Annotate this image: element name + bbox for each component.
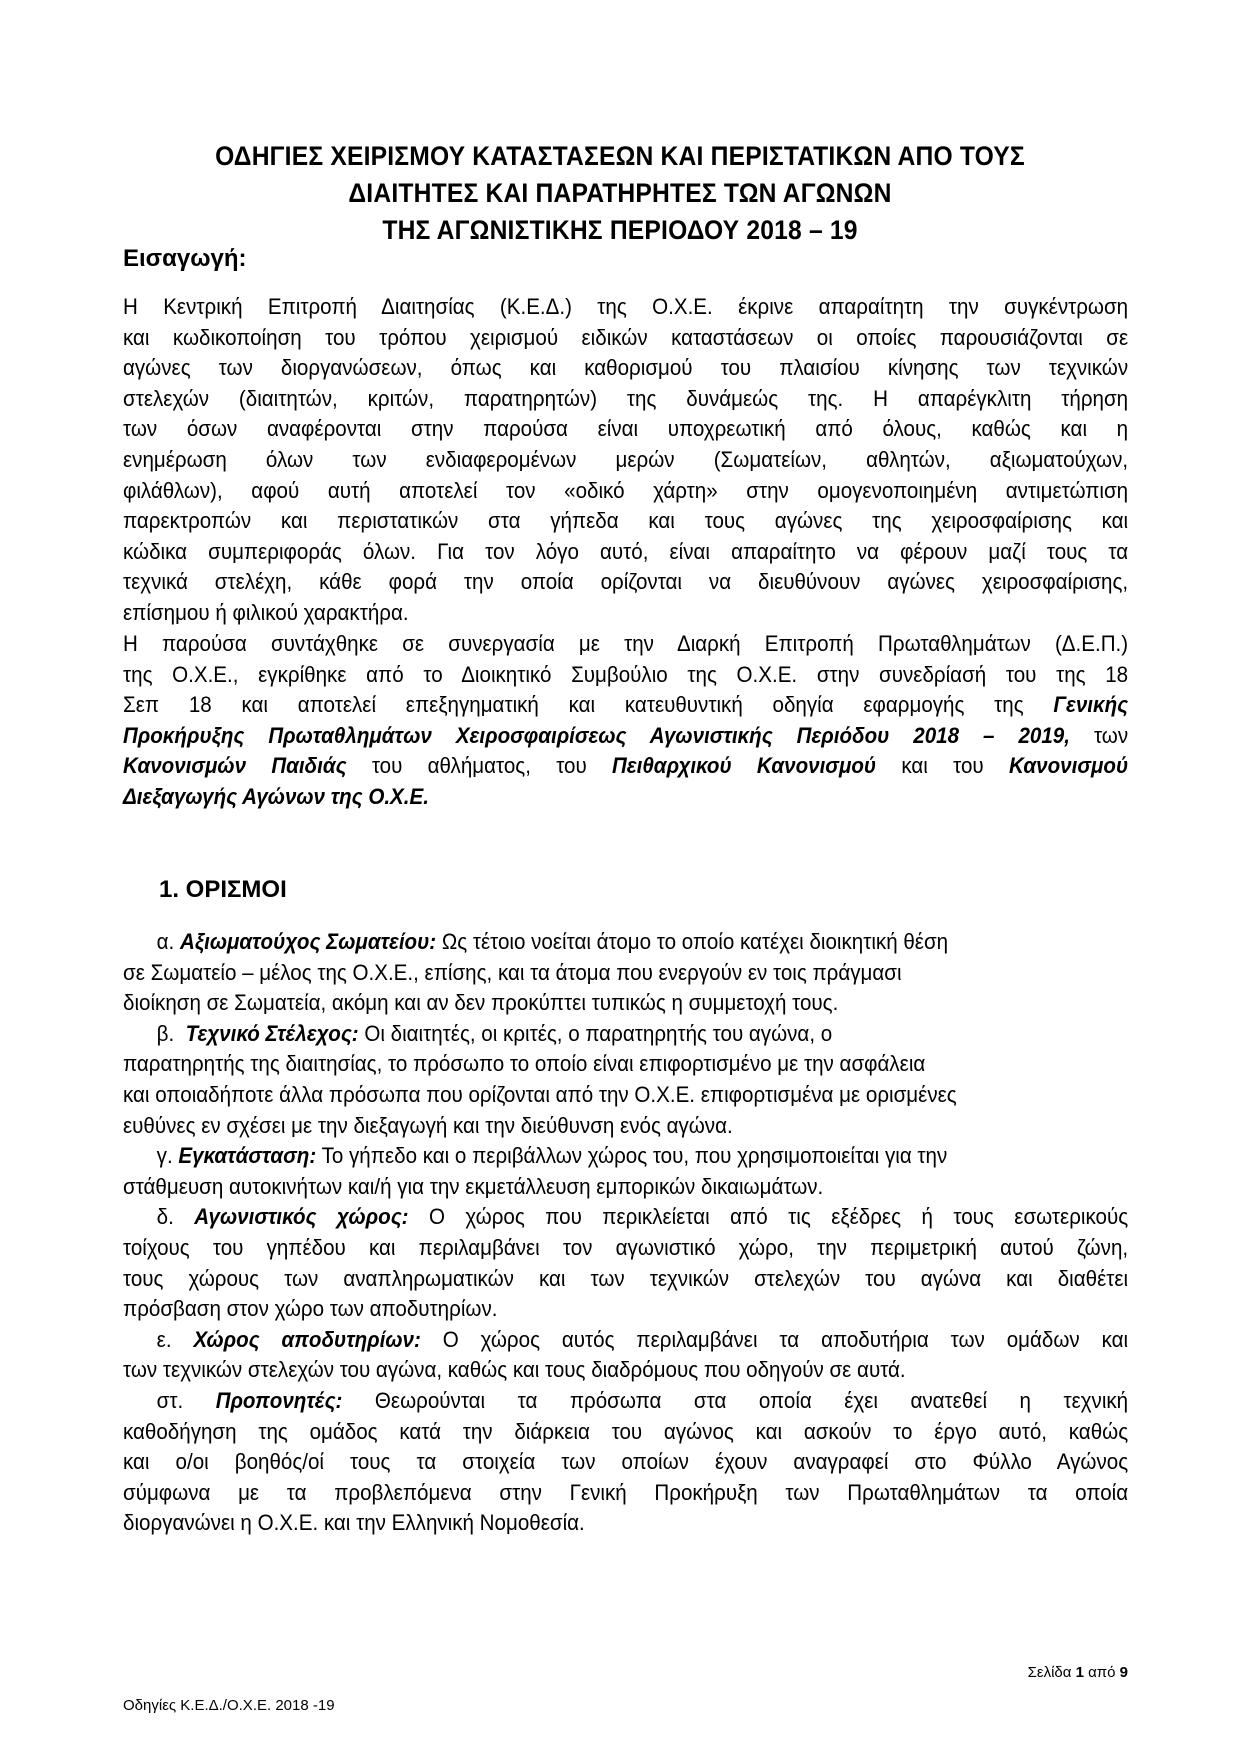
definition-marker: β. (156, 1020, 175, 1046)
text-run: Ως τέτοιο νοείται άτομο το οποίο κατέχει διοικητική θέση (436, 929, 949, 954)
text-line: τοίχους του γηπέδου και περιλαμβάνει τον αγωνιστικό χώρο, την περιμετρική αυτού ζώνη, (123, 1234, 1129, 1260)
text-run: Ο χώρος αυτός περιλαμβάνει τα αποδυτήρια των ομάδων και (420, 1326, 1129, 1352)
definition-first-line (123, 927, 1128, 958)
text-line (123, 721, 1128, 752)
text-line: ευθύνες εν σχέσει με την διεξαγωγή και την διεύθυνση ενός αγώνα. (123, 1112, 733, 1138)
definition-term: Αγωνιστικός χώρος: (194, 1204, 409, 1230)
section-1-heading: 1. ΟΡΙΣΜΟΙ (159, 876, 287, 903)
definition-marker: δ. (156, 1204, 174, 1230)
text-run: Σεπ 18 και αποτελεί επεξηγηματική και κατευθυντική οδηγία εφαρμογής της (123, 692, 1054, 718)
text-line: στελεχών (διαιτητών, κριτών, παρατηρητών) της δυνάμεώς της. Η απαρέγκλιτη τήρηση (123, 385, 1129, 411)
text-line: ενημέρωση όλων των ενδιαφερομένων μερών (Σωματείων, αθλητών, αξιωματούχων, (123, 446, 1129, 472)
title-line: ΟΔΗΓΙΕΣ ΧΕΙΡΙΣΜΟΥ ΚΑΤΑΣΤΑΣΕΩΝ ΚΑΙ ΠΕΡΙΣΤΑΤΙΚΩΝ ΑΠΟ ΤΟΥΣ (215, 141, 1025, 171)
text-line: διοργανώνει η Ο.Χ.Ε. και την Ελληνική Νομοθεσία. (123, 1510, 585, 1536)
page-current: 1 (1075, 1664, 1084, 1681)
intro-paragraph-2 (123, 629, 1128, 813)
definition-first-line (123, 1386, 1128, 1417)
text-run: και του (876, 753, 1009, 779)
text-line: καθοδήγηση της ομάδος κατά την διάρκεια του αγώνος και ασκούν το έργο αυτό, καθώς (123, 1418, 1129, 1444)
text-line: σύμφωνα με τα προβλεπόμενα στην Γενική Προκήρυξη των Πρωταθλημάτων τα οποία (123, 1479, 1129, 1505)
definition-first-line (123, 1019, 1128, 1050)
text-line: των όσων αναφέρονται στην παρούσα είναι υποχρεωτική από όλους, καθώς και η (123, 416, 1129, 442)
definition-term: Προπονητές: (215, 1387, 343, 1413)
definition-marker: ε. (156, 1326, 172, 1352)
intro-paragraph-1 (123, 292, 1128, 629)
text-line: και ο/οι βοηθός/οί τους τα στοιχεία των οποίων έχουν αναγραφεί στο Φύλλο Αγώνος (123, 1449, 1129, 1475)
text-line: και οποιαδήποτε άλλα πρόσωπα που ορίζονται από την Ο.Χ.Ε. επιφορτισμένα με ορισμένες (123, 1081, 957, 1107)
text-line: τεχνικά στελέχη, κάθε φορά την οποία ορίζονται να διευθύνουν αγώνες χειροσφαίρισης, (123, 569, 1129, 595)
text-run: των (1069, 722, 1129, 748)
text-line: της Ο.Χ.Ε., εγκρίθηκε από το Διοικητικό Συμβούλιο της Ο.Χ.Ε. στην συνεδρίασή του της 18 (123, 661, 1129, 687)
text-line: σε Σωματείο – μέλος της Ο.Χ.Ε., επίσης, και τα άτομα που ενεργούν εν τοις πράγμασι (123, 959, 902, 985)
text-line: αγώνες των διοργανώσεων, όπως και καθορισμού του πλαισίου κίνησης των τεχνικών (123, 355, 1129, 381)
text-line: πρόσβαση στον χώρο των αποδυτηρίων. (123, 1296, 498, 1322)
page-prefix: Σελίδα (1027, 1664, 1076, 1681)
text-run: Οι διαιτητές, οι κριτές, ο παρατηρητής του αγώνα, ο (358, 1020, 833, 1046)
text-line: φιλάθλων), αφού αυτή αποτελεί τον «οδικό χάρτη» στην ομογενοποιημένη αντιμετώπιση (123, 477, 1129, 503)
text-line: και κωδικοποίηση του τρόπου χειρισμού ειδικών καταστάσεων οι οποίες παρουσιάζονται σε (123, 324, 1129, 350)
text-run: Το γήπεδο και ο περιβάλλων χώρος του, που χρησιμοποιείται για την (316, 1143, 948, 1169)
text-line: των τεχνικών στελεχών του αγώνα, καθώς και τους διαδρόμους που οδηγούν σε αυτά. (123, 1357, 906, 1383)
reference-general-notice-cont: Προκήρυξης Πρωταθλημάτων Χειροσφαιρίσεως Αγωνιστικής Περιόδου 2018 – 2019, (123, 722, 1070, 748)
definition-term: Αξιωματούχος Σωματείου: (180, 929, 437, 954)
text-line: Η Κεντρική Επιτροπή Διαιτησίας (Κ.Ε.Δ.) της Ο.Χ.Ε. έκρινε απαραίτητη την συγκέντρωση (123, 294, 1129, 319)
intro-heading: Εισαγωγή: (123, 245, 247, 272)
text-line: διοίκηση σε Σωματεία, ακόμη και αν δεν προκύπτει τυπικώς η συμμετοχή τους. (123, 990, 839, 1016)
text-run: του αθλήματος, του (346, 753, 613, 779)
definition-term: Εγκατάσταση: (178, 1143, 317, 1169)
text-run: Ο χώρος που περικλείεται από τις εξέδρες ή τους εσωτερικούς (408, 1204, 1129, 1230)
reference-match-regulation: Κανονισμού (1008, 753, 1129, 779)
definitions-list (123, 927, 1128, 1539)
reference-match-regulation-cont: Διεξαγωγής Αγώνων της Ο.Χ.Ε. (123, 783, 429, 809)
definition-first-line (123, 1325, 1128, 1356)
definition-term: Χώρος αποδυτηρίων: (193, 1326, 421, 1352)
text-line (123, 751, 1128, 782)
definition-marker: στ. (156, 1387, 184, 1413)
reference-disciplinary-code: Πειθαρχικού Κανονισμού (612, 753, 877, 779)
title-line: ΤΗΣ ΑΓΩΝΙΣΤΙΚΗΣ ΠΕΡΙΟΔΟΥ 2018 – 19 (382, 215, 858, 245)
page-mid: από (1083, 1664, 1120, 1681)
page-total: 9 (1119, 1664, 1128, 1681)
definition-first-line (123, 1202, 1128, 1233)
definition-marker: α. (156, 929, 175, 954)
text-line: παρεκτροπών και περιστατικών στα γήπεδα και τους αγώνες της χειροσφαίρισης και (123, 508, 1129, 534)
footer-document-label: Οδηγίες Κ.Ε.Δ./Ο.Χ.Ε. 2018 -19 (123, 1697, 335, 1714)
text-line: παρατηρητής της διαιτησίας, το πρόσωπο το οποίο είναι επιφορτισμένο με την ασφάλεια (123, 1051, 926, 1077)
text-line: επίσημου ή φιλικού χαρακτήρα. (123, 599, 409, 625)
text-line (123, 690, 1128, 721)
definition-term: Τεχνικό Στέλεχος: (185, 1020, 359, 1046)
text-line: τους χώρους των αναπληρωματικών και των τεχνικών στελεχών του αγώνα και διαθέτει (123, 1265, 1129, 1291)
page-number (1028, 1664, 1128, 1681)
reference-game-rules: Κανονισμών Παιδιάς (123, 753, 347, 779)
reference-general-notice: Γενικής (1053, 692, 1129, 718)
text-line: στάθμευση αυτοκινήτων και/ή για την εκμετάλλευση εμπορικών δικαιωμάτων. (123, 1173, 824, 1199)
definition-first-line (123, 1141, 1128, 1172)
definition-marker: γ. (156, 1143, 173, 1169)
title-line: ΔΙΑΙΤΗΤΕΣ ΚΑΙ ΠΑΡΑΤΗΡΗΤΕΣ ΤΩΝ ΑΓΩΝΩΝ (348, 178, 892, 208)
text-line: Η παρούσα συντάχθηκε σε συνεργασία με την Διαρκή Επιτροπή Πρωταθλημάτων (Δ.Ε.Π.) (123, 631, 1129, 656)
document-title (146, 138, 1095, 249)
text-line (123, 782, 1128, 813)
text-line: κώδικα συμπεριφοράς όλων. Για τον λόγο αυτό, είναι απαραίτητο να φέρουν μαζί τους τα (123, 538, 1129, 564)
text-run: Θεωρούνται τα πρόσωπα στα οποία έχει ανατεθεί η τεχνική (342, 1387, 1129, 1413)
